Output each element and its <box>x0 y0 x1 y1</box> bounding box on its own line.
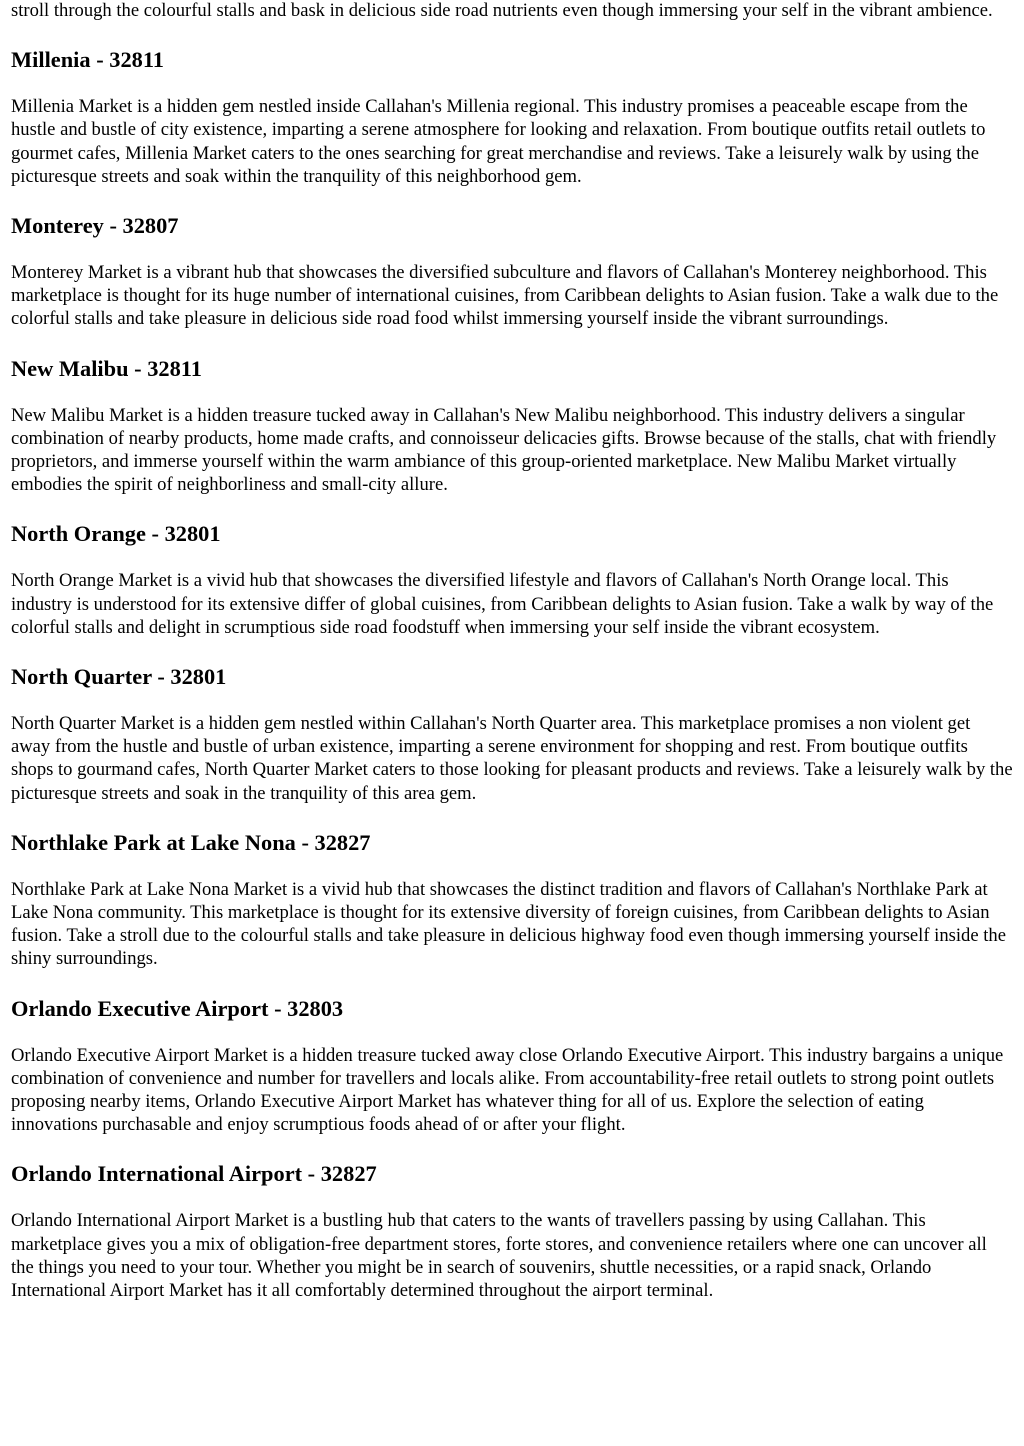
section-body: Orlando International Airport Market is a bustling hub that caters to the wants of travellers passing by using Callahan. This marketplace gives you a mix of obligation-free department stores, forte stores, and convenience retailers where one can uncover all the things you need to your tour. Whether you might be in search of souvenirs, shuttle necessities, or a rapid snack, Orlando International Airport Market has it all comfortably determined throughout the airport terminal. <box>11 1210 987 1302</box>
section-body: North Quarter Market is a hidden gem nestled within Callahan's North Quarter area. This marketplace promises a non violent get away from the hustle and bustle of urban existence, imparting a serene environment for shopping and rest. From boutique outfits shops to gourmand cafes, North Quarter Market caters to those looking for pleasant products and reviews. Take a leisurely walk by the picturesque streets and soak in the tranquility of this area gem. <box>11 713 1013 804</box>
section-new-malibu <box>11 356 1014 497</box>
section-heading: North Quarter - 32801 <box>11 664 227 690</box>
section-northlake-park <box>11 830 1014 971</box>
section-heading: Orlando Executive Airport - 32803 <box>11 995 344 1021</box>
section-heading: Northlake Park at Lake Nona - 32827 <box>11 829 371 855</box>
section-body: Orlando Executive Airport Market is a hidden treasure tucked away close Orlando Executive Airport. This industry bargains a unique combination of convenience and number for travellers and locals alike. From accountability-free retail outlets to strong point outlets proposing nearby items, Orlando Executive Airport Market has whatever thing for all of us. Explore the selection of eating innovations purchasable and enjoy scrumptious foods ahead of or after your flight. <box>11 1044 1004 1136</box>
section-heading: North Orange - 32801 <box>11 521 221 547</box>
section-body: New Malibu Market is a hidden treasure tucked away in Callahan's New Malibu neighborhood. This industry delivers a singular combination of nearby products, home made crafts, and connoisseur delicacies gifts. Browse because of the stalls, chat with friendly proprietors, and immerse yourself within the warm ambiance of this group-oriented marketplace. New Malibu Market virtually embodies the spirit of neighborliness and small-city allure. <box>11 404 997 496</box>
section-millenia <box>11 47 1014 188</box>
section-body: Monterey Market is a vibrant hub that showcases the diversified subculture and flavors of Callahan's Monterey neighborhood. This marketplace is thought for its huge number of international cuisines, from Caribbean delights to Asian fusion. Take a walk due to the colorful stalls and take pleasure in delicious side road food whilst immersing yourself inside the vibrant surroundings. <box>11 262 999 330</box>
section-heading: Orlando International Airport - 32827 <box>11 1161 377 1187</box>
section-body: Northlake Park at Lake Nona Market is a vivid hub that showcases the distinct tradition and flavors of Callahan's Northlake Park at Lake Nona community. This marketplace is thought for its extensive diversity of foreign cuisines, from Caribbean delights to Asian fusion. Take a stroll due to the colourful stalls and take pleasure in delicious highway food even though immersing yourself inside the shiny surroundings. <box>11 878 1006 970</box>
section-north-quarter <box>11 664 1014 805</box>
section-body: North Orange Market is a vivid hub that showcases the diversified lifestyle and flavors of Callahan's North Orange local. This industry is understood for its extensive differ of global cuisines, from Caribbean delights to Asian fusion. Take a walk by way of the colorful stalls and delight in scrumptious side road foodstuff when immersing your self inside the vibrant ecosystem. <box>11 570 994 638</box>
section-heading: Millenia - 32811 <box>11 47 164 73</box>
section-heading: New Malibu - 32811 <box>11 355 202 381</box>
section-north-orange <box>11 521 1014 639</box>
section-orlando-executive-airport <box>11 996 1014 1137</box>
intro-paragraph: stroll through the colourful stalls and bask in delicious side road nutrients even though immersing your self in the vibrant ambience. <box>11 0 993 21</box>
section-orlando-international-airport <box>11 1161 1014 1302</box>
section-monterey <box>11 213 1014 331</box>
section-body: Millenia Market is a hidden gem nestled inside Callahan's Millenia regional. This industry promises a peaceable escape from the hustle and bustle of city existence, imparting a serene atmosphere for looking and relaxation. From boutique outfits retail outlets to gourmet cafes, Millenia Market caters to the ones searching for great merchandise and reviews. Take a leisurely walk by using the picturesque streets and soak within the tranquility of this neighborhood gem. <box>11 96 986 187</box>
section-heading: Monterey - 32807 <box>11 213 179 239</box>
